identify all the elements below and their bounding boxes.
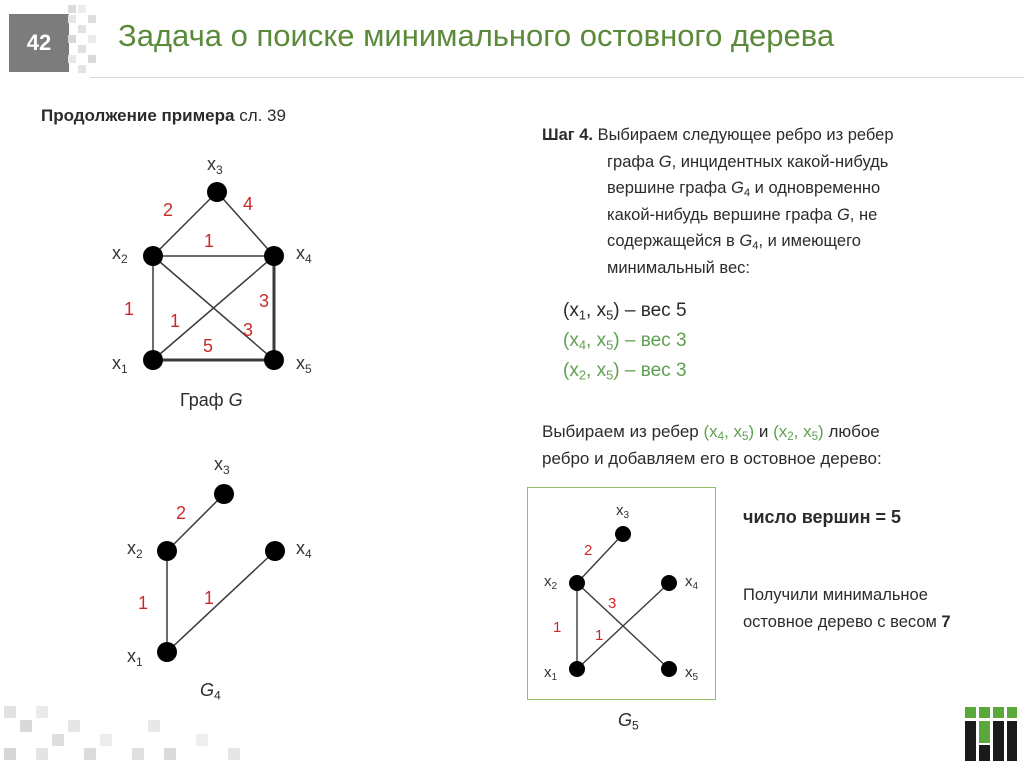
- graph-g: [100, 150, 340, 380]
- vertex-x2: [569, 575, 585, 591]
- graph-g4: [100, 450, 340, 670]
- vertex-x4: [265, 541, 285, 561]
- slide-number: 42: [9, 14, 69, 72]
- svg-text:3: 3: [243, 320, 254, 340]
- svg-text:1: 1: [170, 311, 181, 331]
- svg-text:1: 1: [204, 588, 215, 608]
- graph-g5: [527, 487, 716, 700]
- vertex-x5: [264, 350, 284, 370]
- choose-edge-text: Выбираем из ребер ($x_4$, $x_5$) и ($x_2$, $x_5$) любое ребро и добавляем его в остовное дерево:: [542, 422, 882, 468]
- svg-text:2: 2: [163, 200, 174, 220]
- svg-text:x4: $x_4$: [685, 573, 699, 592]
- vertex-x4: [661, 575, 677, 591]
- vertex-x1: [143, 350, 163, 370]
- vertex-x1: [569, 661, 585, 677]
- svg-text:3: 3: [259, 291, 270, 311]
- svg-text:4: 4: [243, 194, 254, 214]
- candidate-edge: ($x_4$, $x_5$) – вес 3: [563, 330, 687, 353]
- svg-text:x5: $x_5$: [296, 353, 312, 376]
- svg-text:x4: $x_4$: [296, 538, 312, 561]
- result-text: Получили минимальное остовное дерево с весом 7: [743, 586, 951, 631]
- vertex-x2: [143, 246, 163, 266]
- svg-text:x1: $x_1$: [112, 353, 128, 376]
- vertex-x3: [615, 526, 631, 542]
- svg-text:x1: $x_1$: [127, 646, 143, 669]
- vertex-x3: [207, 182, 227, 202]
- svg-text:x4: $x_4$: [296, 243, 312, 266]
- svg-text:x5: $x_5$: [685, 664, 699, 683]
- vertex-x3: [214, 484, 234, 504]
- decorative-squares-bottom: [0, 700, 300, 767]
- example-continuation: Продолжение примера сл. 39: [41, 106, 286, 125]
- vertex-x2: [157, 541, 177, 561]
- svg-text:x3: $x_3$: [207, 154, 223, 177]
- svg-text:5: 5: [203, 336, 214, 356]
- svg-text:1: 1: [595, 627, 604, 644]
- svg-text:3: 3: [608, 595, 617, 612]
- svg-text:2: 2: [584, 542, 593, 559]
- decorative-squares-top: [68, 5, 102, 77]
- svg-text:2: 2: [176, 503, 187, 523]
- svg-text:1: 1: [124, 299, 135, 319]
- university-logo: [961, 705, 1019, 763]
- vertex-x1: [157, 642, 177, 662]
- step-4-description: Шаг 4. Выбираем следующее ребро из ребер графа G, инцидентных какой-нибудь вершине графа $G_4$ и одновременно какой-нибудь вершине графа G, не содержащейся в $G_4$, и имеющего минимальный вес:: [542, 126, 894, 277]
- candidate-edges: [563, 296, 687, 386]
- svg-text:x2: $x_2$: [127, 538, 143, 561]
- candidate-edge: ($x_1$, $x_5$) – вес 5: [563, 300, 687, 323]
- svg-text:1: 1: [553, 619, 562, 636]
- title-divider: [90, 77, 1024, 78]
- candidate-edge: ($x_2$, $x_5$) – вес 3: [563, 360, 687, 383]
- svg-text:x1: $x_1$: [544, 664, 558, 683]
- vertex-count: число вершин = 5: [743, 507, 902, 527]
- vertex-x4: [264, 246, 284, 266]
- graph-g5-caption: $G_5$: [618, 710, 639, 733]
- svg-text:1: 1: [204, 231, 215, 251]
- slide-title: Задача о поиске минимального остовного дерева: [118, 18, 835, 53]
- vertex-x5: [661, 661, 677, 677]
- svg-text:x2: $x_2$: [544, 573, 558, 592]
- graph-g-caption: Граф G: [180, 390, 243, 410]
- svg-text:x3: $x_3$: [616, 502, 630, 521]
- svg-text:1: 1: [138, 593, 149, 613]
- svg-text:x2: $x_2$: [112, 243, 128, 266]
- graph-g4-caption: $G_4$: [200, 680, 221, 703]
- svg-text:x3: $x_3$: [214, 454, 230, 477]
